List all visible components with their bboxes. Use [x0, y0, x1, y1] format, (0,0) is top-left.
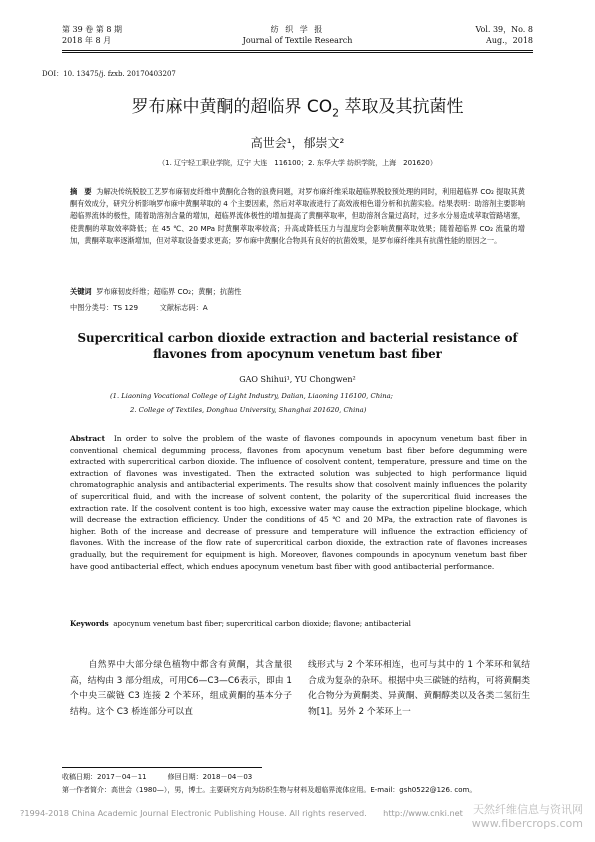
chinese-authors: 高世会¹，郁崇文² [250, 136, 345, 150]
date-en-line: Aug.，2018 [486, 36, 533, 45]
chinese-keywords-text: 罗布麻韧皮纤维；超临界 CO₂；黄酮；抗菌性 [96, 287, 242, 296]
header-rule-thin [62, 52, 533, 53]
doi: DOI：10. 13475/j. fzxb. 20170403207 [42, 70, 176, 78]
site-watermark [472, 803, 583, 831]
english-affiliation-1: (1. Liaoning Vocational College of Light Industry, Dalian, Liaoning 116100, China; [110, 392, 393, 400]
journal-name-cn: 纺 织 学 报 [270, 25, 325, 34]
chinese-abstract-label: 摘 要 [70, 187, 92, 196]
copyright-text: ?1994-2018 China Academic Journal Electronic Publishing House. All rights reserved. http://www.cnki.net [20, 808, 463, 818]
header-rule [62, 50, 533, 51]
english-abstract-text: In order to solve the problem of the waste of flavones compounds in apocynum venetum bast fiber in conventional chemical degumming process, flavones from apocynum venetum bast fiber before degumming were extracted with supercritical carbon dioxide. The influence of cosolvent content, temperature, pressure and time on the extraction of flavones was investigated. Then the extracted solution was subjected to high performance liquid chromatographic analysis and antibacterial experiments. The results show that cosolvent mainly influences the polarity of supercritical fluid, and with the increase of solvent content, the polarity of the supercritical fluid increases the extraction rate. If the cosolvent content is too high, excessive water may cause the extraction pipeline blockage, which will decrease the extraction efficiency. Under the conditions of 45 ℃ and 20 MPa, the extraction rate of flavones is higher. Both of the increase and decrease of pressure and temperature will influence the extraction efficiency of flavones. With the increase of the flow rate of supercritical carbon dioxide, the extraction rate of flavones increases gradually, but the requirement for equipment is high. Moreover, flavones compounds in apocynum venetum bast fiber have good antibacterial effect, which endues apocynum venetum bast fiber with good antibacterial performance. [70, 434, 527, 571]
volume-line: 第 39 卷 第 8 期 [62, 25, 122, 34]
chinese-abstract-text: 为解决传统脱胶工艺罗布麻韧皮纤维中黄酮化合物的浪费问题，对罗布麻纤维采取超临界脱胶预处理的同时，利用超临界 CO₂ 提取其黄酮有效成分，研究分析影响罗布麻中黄酮萃取的 4 个主要因素，然后对萃取液进行了高效液相色谱分析和抗菌实验。结果表明：助溶剂主要影响超临界流体的极性，随着助溶剂含量的增加，超临界流体极性的增加提高了黄酮萃取率，但助溶剂含量过高时，过多水分易造成萃取管路堵塞，使黄酮的萃取效率降低；在 45 ℃、20 MPa 时黄酮萃取率较高；升高或降低压力与温度均会影响黄酮萃取效果；随着超临界 CO₂ 流量的增加，黄酮萃取率逐渐增加，但对萃取设备要求更高；罗布麻中黄酮化合物具有良好的抗菌效果，是罗布麻纤维具有抗菌性能的原因之一。 [70, 187, 525, 245]
chinese-title-sub: 2 [332, 106, 340, 120]
english-authors: GAO Shihui¹, YU Chongwen² [239, 375, 356, 384]
body-column-left: 自然界中大部分绿色植物中都含有黄酮，其含量很高，结构由 3 部分组成，可用C6—C3—C6表示，即由 1 个中央三碳链 C3 连接 2 个苯环，组成黄酮的基本分子结构。这个 C3 桥连部分可以直 [70, 660, 292, 717]
chinese-affiliation: （1. 辽宁轻工职业学院，辽宁 大连 116100；2. 东华大学 纺织学院，上海 201620） [158, 159, 437, 167]
footnote-author-info: 第一作者简介：高世会（1980—），男，博士。主要研究方向为纺织生物与材料及超临界流体应用。E-mail：gsh0522@126. com。 [62, 786, 477, 794]
english-keywords-label: Keywords [70, 619, 109, 628]
footnote-dates: 收稿日期：2017－04－11 修回日期：2018－04－03 [62, 773, 253, 781]
chinese-title [0, 92, 595, 119]
english-affiliation-2: 2. College of Textiles, Donghua University, Shanghai 201620, China) [130, 406, 367, 414]
classification-codes: 中图分类号：TS 129 文献标志码：A [70, 303, 208, 312]
chinese-title-pre: 罗布麻中黄酮的超临界 CO [131, 97, 333, 117]
english-title: Supercritical carbon dioxide extraction and bacterial resistance of flavones from apocynum venetum bast fiber [77, 331, 518, 361]
english-abstract [70, 433, 527, 572]
english-keywords [70, 619, 527, 628]
date-line: 2018 年 8 月 [62, 36, 112, 45]
chinese-keywords [70, 287, 525, 297]
english-abstract-label: Abstract [70, 434, 106, 443]
english-keywords-text: apocynum venetum bast fiber; supercritical carbon dioxide; flavone; antibacterial [113, 619, 411, 628]
chinese-abstract [70, 186, 525, 247]
body-column-right: 线形式与 2 个苯环相连，也可与其中的 1 个苯环和氧结合成为复杂的杂环。根据中央三碳链的结构，可将黄酮类化合物分为黄酮类、异黄酮、黄酮醇类以及各类二氢衍生物[1]。另外 2 个苯环上一 [308, 660, 530, 717]
chinese-title-post: 萃取及其抗菌性 [339, 97, 464, 117]
footnote-rule [62, 767, 262, 768]
watermark-line-1: 天然纤维信息与资讯网 [473, 803, 583, 816]
journal-volume-en [475, 24, 533, 46]
watermark-line-2: www.fibercrops.com [471, 817, 583, 830]
journal-name-en: Journal of Textile Research [242, 36, 353, 45]
chinese-keywords-label: 关键词 [70, 287, 92, 296]
volume-en-line: Vol. 39，No. 8 [475, 25, 533, 34]
